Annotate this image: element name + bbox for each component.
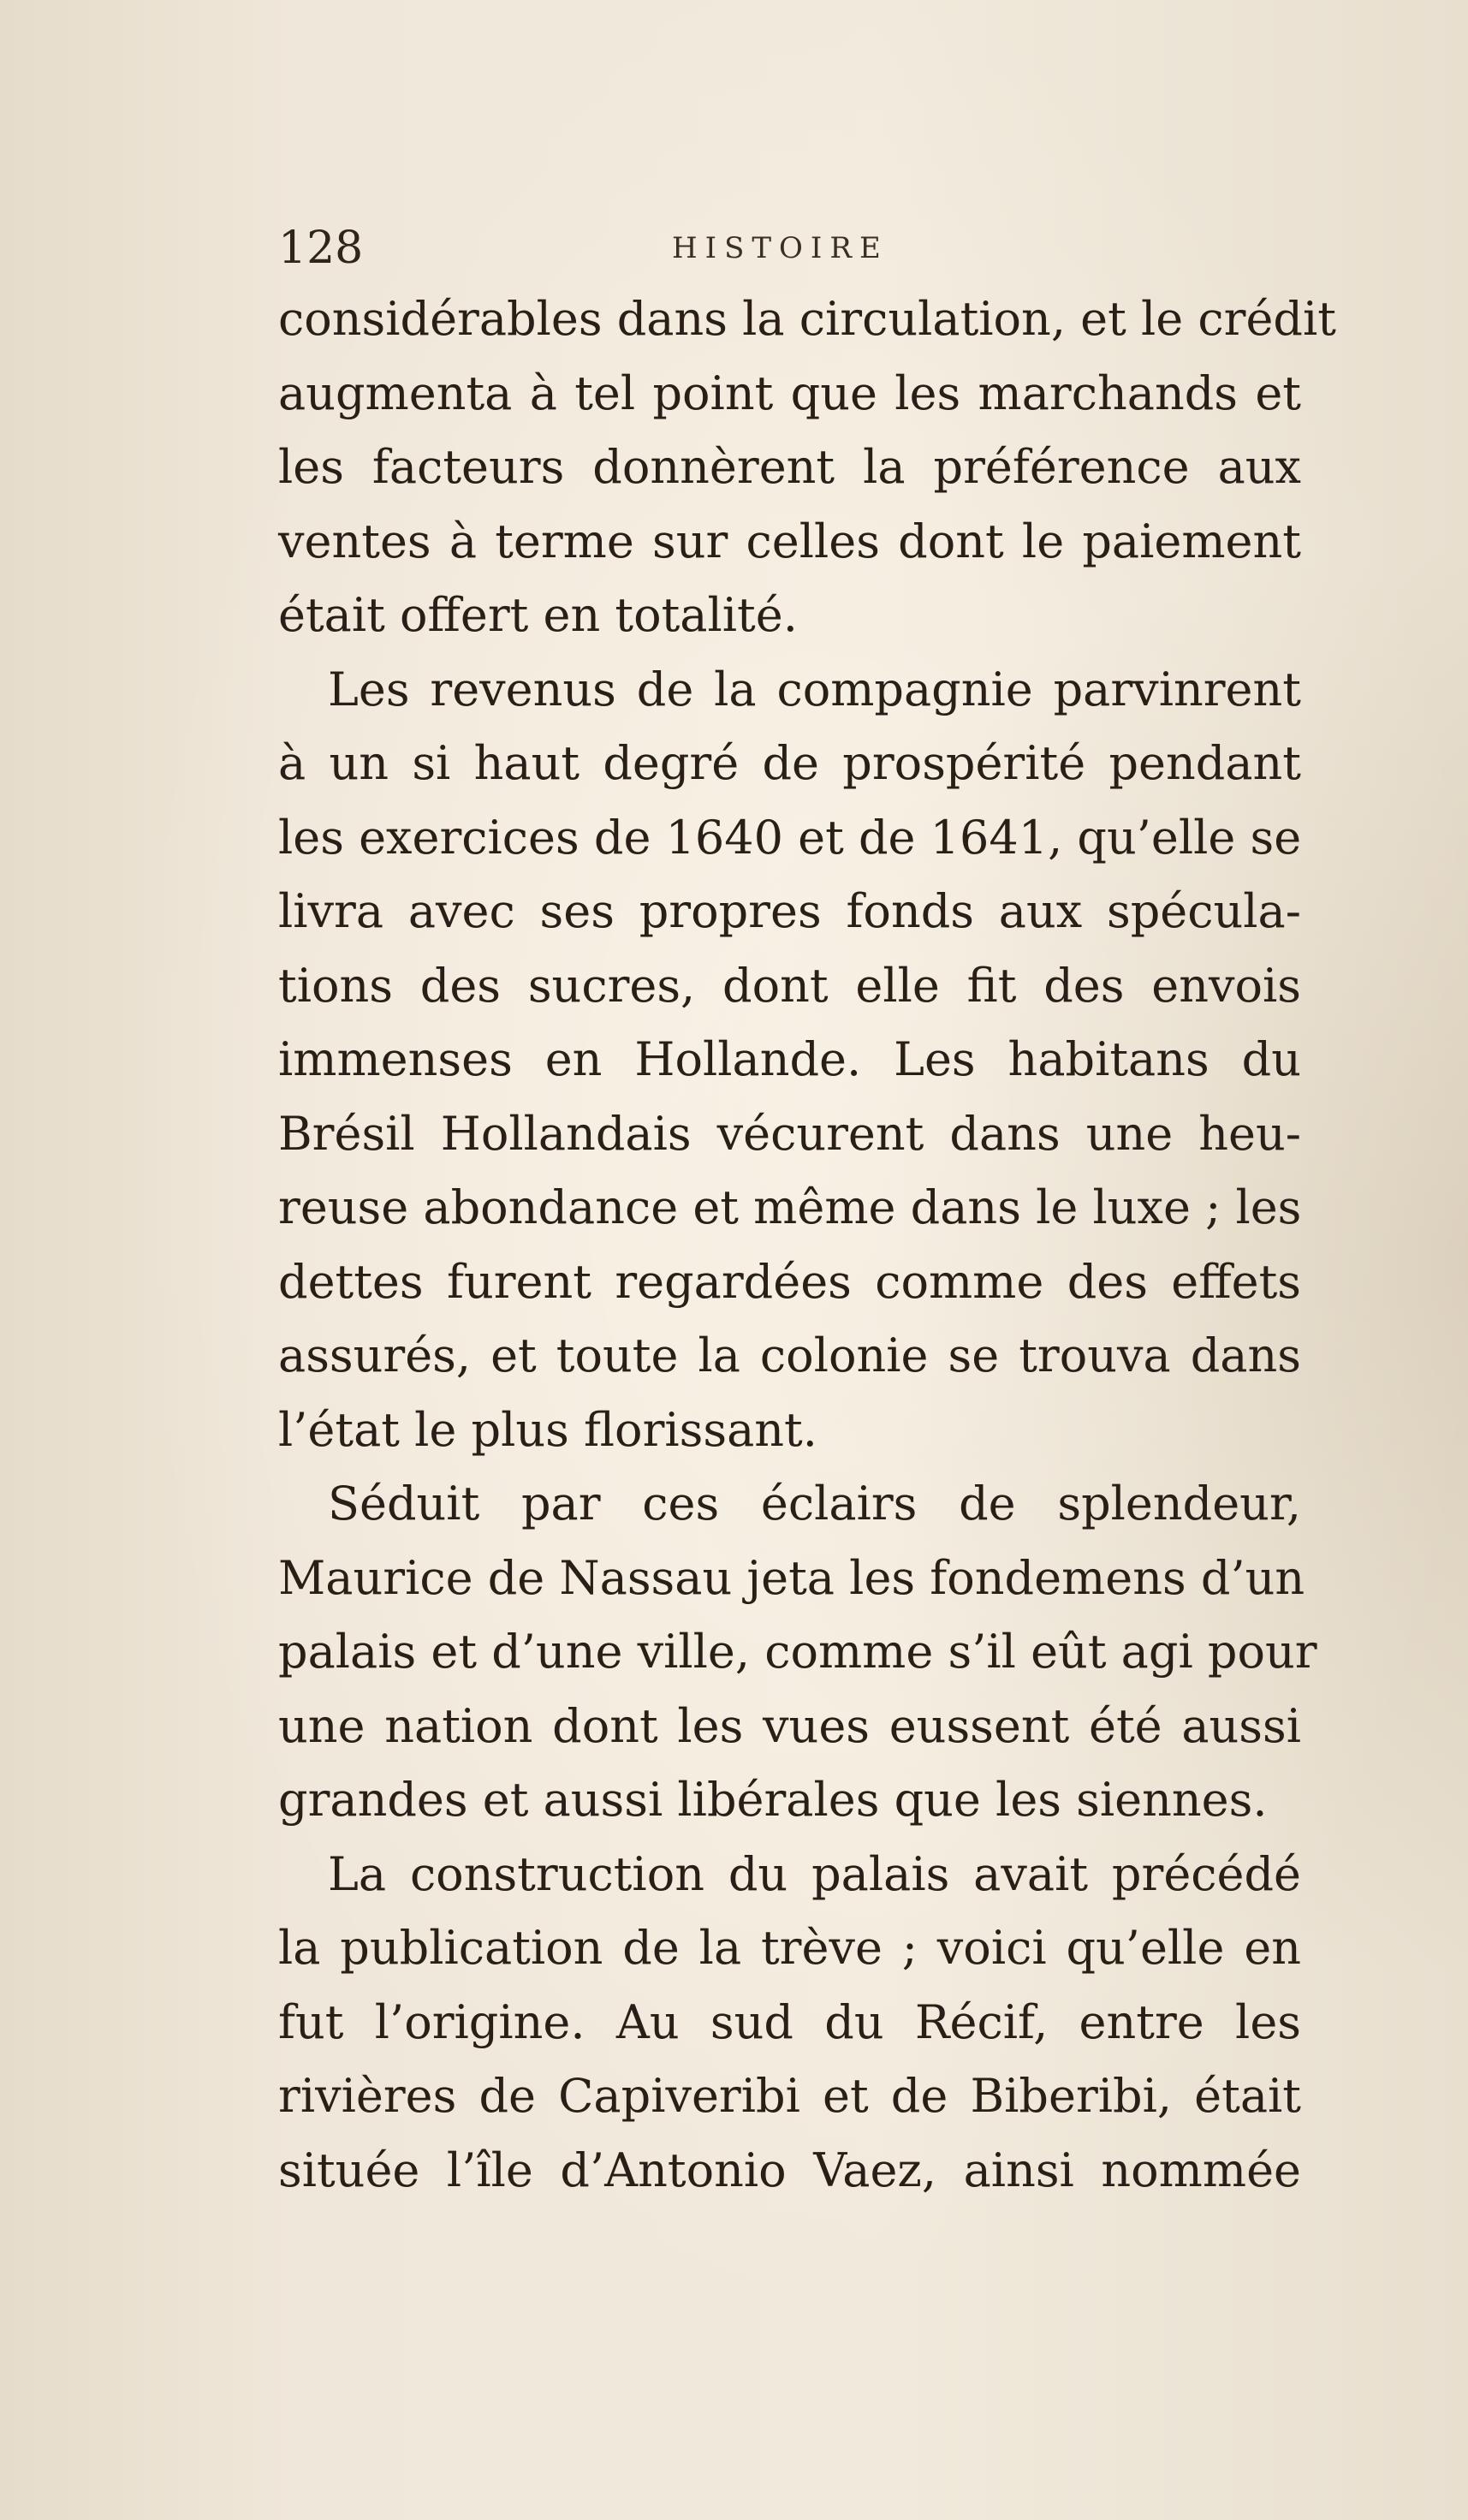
text-line: assurés, et toute la colonie se trouva dans [278,1328,1301,1382]
text-line: Séduit par ces éclairs de splendeur, [328,1477,1301,1530]
text-line: Les revenus de la compagnie parvinrent [328,662,1301,716]
body-text [278,282,1336,2208]
text-line: dettes furent regardées comme des effets [278,1254,1301,1309]
text-line: considérables dans la circulation, et le crédit [278,292,1336,346]
text-line: La construction du palais avait précédé [328,1846,1301,1901]
text-line: ventes à terme sur celles dont le paiement [278,514,1301,568]
running-head: HISTOIRE [672,231,889,265]
text-line: livra avec ses propres fonds aux spécula- [278,884,1301,938]
text-line: était offert en totalité. [278,588,798,642]
text-line: reuse abondance et même dans le luxe ; les [278,1180,1302,1234]
page-header [278,214,1305,282]
text-line: augmenta à tel point que les marchands et [278,366,1301,420]
text-line: une nation dont les vues eussent été aussi [278,1698,1301,1753]
text-line: grandes et aussi libérales que les siennes. [278,1773,1268,1827]
text-line: Maurice de Nassau jeta les fondemens d’un [278,1550,1305,1605]
text-line: les exercices de 1640 et de 1641, qu’elle se [278,810,1302,865]
text-line: la publication de la trève ; voici qu’elle en [278,1921,1301,1975]
text-line: fut l’origine. Au sud du Récif, entre les [278,1994,1301,2049]
text-line: Brésil Hollandais vécurent dans une heu- [278,1106,1301,1161]
text-line: les facteurs donnèrent la préférence aux [278,440,1301,494]
text-line: palais et d’une ville, comme s’il eût agi pour [278,1625,1317,1679]
text-line: tions des sucres, dont elle fit des envois [278,958,1301,1013]
text-line: rivières de Capiveribi et de Biberibi, était [278,2069,1301,2123]
text-line: située l’île d’Antonio Vaez, ainsi nommée [278,2143,1301,2197]
text-line: immenses en Hollande. Les habitans du [278,1032,1301,1086]
text-line: à un si haut degré de prospérité pendant [278,736,1301,790]
text-line: l’état le plus florissant. [278,1402,817,1457]
page-number: 128 [278,223,364,274]
